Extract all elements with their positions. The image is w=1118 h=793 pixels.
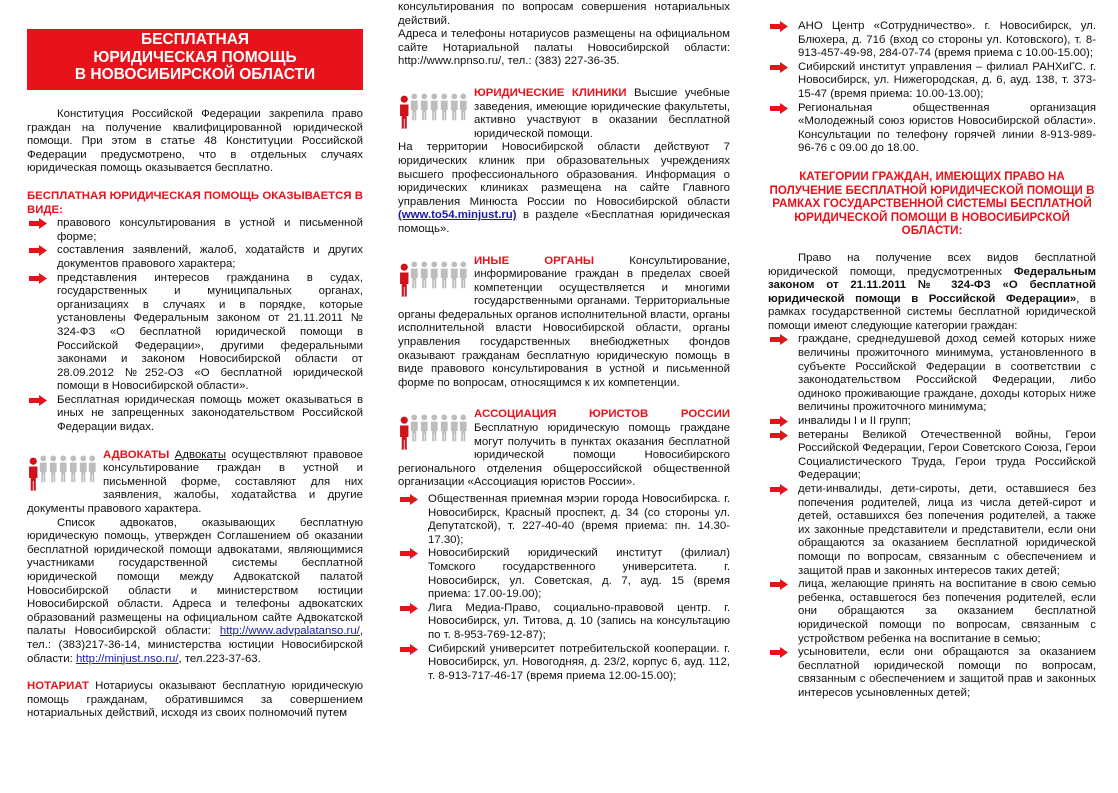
list-item: Региональная общественная организация «Молодежный союз юристов Новосибирской области». Консультации по телефону горячей линии 8-913-989-96-76 с 09.00 до 18.00. — [768, 102, 1096, 156]
notary-section — [27, 680, 363, 721]
clinics-section — [398, 87, 730, 237]
association-text: Бесплатную юридическую помощь граждане могут получить в пунктах оказания бесплатной юридической помощи Новосибирского регионального отделения общероссийской общественной организации «Ассоциация юристов России». — [398, 422, 730, 489]
lawyers-text: осуществляют правовое консультирование граждан в устной и письменной форме, составляют для них заявления, жалобы, ходатайства и другие документы правового характера. — [27, 448, 363, 516]
list-item: дети-инвалиды, дети-сироты, дети, оставшиеся без попечения родителей, лица из числа детей-сирот и детей, оставшихся без попечения родителей, а также их законные представители и представители, если они обращаются за оказанием бесплатной юридической помощи по вопросам, связанным с обеспечением и защитой прав и законных интересов таких детей; — [768, 483, 1096, 578]
arrow-bullet-icon — [770, 579, 788, 590]
other-title: ИНЫЕ ОРГАНЫ — [474, 254, 595, 267]
categories-list — [768, 333, 1096, 700]
lawyers-section — [27, 449, 363, 667]
banner-line-3: В НОВОСИБИРСКОЙ ОБЛАСТИ — [74, 66, 316, 83]
arrow-bullet-icon — [770, 103, 788, 114]
list-item: Новосибирский юридический институт (филиал) Томского государственного университета. г. Новосибирск, ул. Советская, д. 7, ауд. 15 (время приема: 17.00-19.00); — [398, 547, 730, 601]
people-icon — [398, 410, 468, 452]
other-bodies-section — [398, 255, 730, 391]
arrow-bullet-icon — [400, 494, 418, 505]
arrow-bullet-icon — [770, 430, 788, 441]
other-text: Консультирование, информирование граждан в пределах своей компетенции осуществляется и многими государственными органами. Территориальные органы федеральных органов исполнительной власти, органы исполнительной власти Новосибирской области, органы управления государственных внебюджетных фондов оказывают гражданам бесплатную юридическую помощь в виде правового консультирования в устной и письменной форме по вопросам, относящимся к их компетенции. — [398, 254, 730, 389]
notary-title: НОТАРИАТ — [27, 680, 89, 693]
list-item: Сибирский университет потребительской кооперации. г. Новосибирск, ул. Новогодняя, д. 23/2, корпус 6, ауд. 112, т. 8-913-717-46-17 (время приема 12.00-15.00); — [398, 643, 730, 684]
law-reference: Федеральным законом от 21.11.2011 № 324-ФЗ «О бесплатной юридической помощи в Российской Федерации» — [768, 265, 1096, 305]
arrow-bullet-icon — [400, 644, 418, 655]
association-section — [398, 408, 730, 490]
arrow-bullet-icon — [770, 484, 788, 495]
arrow-bullet-icon — [29, 395, 47, 406]
to54-link[interactable]: (www.to54.minjust.ru) — [398, 209, 517, 222]
list-item: представления интересов гражданина в судах, государственных и муниципальных органах, организациях в случаях и в порядке, которые установлены Федеральным законом от 21.11.2011 № 324-ФЗ «О бесплатной юридической помощи в Российской Федерации», другими федеральными законами и законом Новосибирской области от 28.09.2012 №252-ОЗ «О бесплатной юридической помощи в Новосибирской области». — [27, 272, 363, 394]
arrow-bullet-icon — [400, 548, 418, 559]
association-title: АССОЦИАЦИЯ ЮРИСТОВ РОССИИ — [474, 408, 730, 421]
arrow-bullet-icon — [770, 647, 788, 658]
banner-line-2: ЮРИДИЧЕСКАЯ ПОМОЩЬ — [93, 48, 297, 66]
list-item: правового консультирования в устной и письменной форме; — [27, 217, 363, 244]
arrow-bullet-icon — [29, 218, 47, 229]
list-item: усыновители, если они обращаются за оказанием бесплатной юридической помощи по вопросам, связанным с обеспечением и защитой прав и законных интересов усыновленных детей; — [768, 646, 1096, 700]
column-left — [27, 0, 363, 793]
arrow-bullet-icon — [770, 62, 788, 73]
arrow-bullet-icon — [770, 21, 788, 32]
list-item: ветераны Великой Отечественной войны, Герои Российской Федерации, Герои Советского Союза, Герои Социалистического Труда, Герои труда Российской Федерации; — [768, 429, 1096, 483]
column-right — [768, 0, 1096, 793]
lawyers-list-text: Список адвокатов, оказывающих бесплатную юридическую помощь, утвержден Соглашением об оказании бесплатной юридической помощи адвокатами, являющимися участниками государственной системы бесплатной юридической помощи между Адвокатской палатой Новосибирской области и министерством юстиции Новосибирской области. Адреса и телефоны адвокатских образований размещены на официальном сайте Адвокатской палаты Новосибирской области: — [27, 516, 363, 638]
list-item: Общественная приемная мэрии города Новосибирска. г. Новосибирск, Красный проспект, д. 34 (со стороны ул. Депутатской), т. 227-40-40 (время приема: пн. 14.30-17.30); — [398, 493, 730, 547]
people-icon — [398, 89, 468, 131]
arrow-bullet-icon — [400, 603, 418, 614]
lawyers-phone-1: , тел.: (383)217-36-14, министерства юстиции Новосибирской области: — [27, 625, 363, 665]
arrow-bullet-icon — [29, 245, 47, 256]
points-list-continued — [768, 20, 1096, 156]
advpalata-link[interactable]: http://www.advpalatanso.ru/ — [219, 625, 360, 638]
list-item: Бесплатная юридическая помощь может оказываться в иных не запрещенных законодательством Российской Федерации видах. — [27, 394, 363, 435]
list-item: АНО Центр «Сотрудничество». г. Новосибирск, ул. Блюхера, д. 71б (вход со стороны ул. Котовского), т. 8-913-457-49-98, 284-07-74 (время приема с 10.00-15.00); — [768, 20, 1096, 61]
forms-list — [27, 217, 363, 435]
list-item: лица, желающие принять на воспитание в свою семью ребенка, оставшегося без попечения родителей, если они обращаются за оказанием бесплатной юридической помощи по вопросам, связанным с устройством ребенка на воспитание в семью; — [768, 578, 1096, 646]
arrow-bullet-icon — [770, 416, 788, 427]
column-middle — [398, 0, 730, 793]
list-item: Сибирский институт управления – филиал РАНХиГС. г. Новосибирск, ул. Нижегородская, д. 6, ауд. 138, т. 373-15-47 (время приема: 10.00-13.00); — [768, 61, 1096, 102]
clinics-text: Высшие учебные заведения, имеющие юридические факультеты, активно участвуют в оказании бесплатной юридической помощи. — [474, 86, 730, 140]
points-list — [398, 493, 730, 683]
notary-text: Нотариусы оказывают бесплатную юридическую помощь гражданам, обратившимся за совершением нотариальных действий, исходя из своих полномочий путем — [27, 680, 363, 720]
lawyers-lead: Адвокаты — [174, 448, 227, 461]
categories-heading: КАТЕГОРИИ ГРАЖДАН, ИМЕЮЩИХ ПРАВО НА ПОЛУЧЕНИЕ БЕСПЛАТНОЙ ЮРИДИЧЕСКОЙ ПОМОЩИ В РАМКАХ ГОСУДАРСТВЕННОЙ СИСТЕМЫ БЕСПЛАТНОЙ ЮРИДИЧЕСКОЙ ПОМОЩИ В НОВОСИБИРСКОЙ ОБЛАСТИ: — [769, 169, 1095, 238]
arrow-bullet-icon — [29, 273, 47, 284]
list-item: граждане, среднедушевой доход семей которых ниже величины прожиточного минимума, установленного в субъекте Российской Федерации в соответствии с законодательством Российской Федерации, либо одиноко проживающие граждане, доходы которых ниже величины прожиточного минимума; — [768, 333, 1096, 415]
notary-continued: консультирования по вопросам совершения нотариальных действий. — [398, 1, 730, 27]
notary-address: Адреса и телефоны нотариусов размещены на официальном сайте Нотариальной палаты Новосибирской области: http://www.npnso.ru/, тел.: (383) 227-36-35. — [398, 28, 730, 68]
minjust-link[interactable]: http://minjust.nso.ru/ — [75, 652, 179, 665]
people-icon — [398, 257, 468, 299]
people-icon — [27, 451, 97, 493]
banner-line-1: БЕСПЛАТНАЯ — [140, 31, 250, 48]
categories-intro: Право на получение всех видов бесплатной юридической помощи, предусмотренных Федеральным законом от 21.11.2011 № 324-ФЗ «О бесплатной юридической помощи в Российской Федерации», в рамках государственной системы бесплатной юридической помощи имеют следующие категории граждан: — [768, 251, 1096, 332]
lawyers-phone-2: , тел.223-37-63. — [178, 652, 261, 665]
lawyers-title: АДВОКАТЫ — [103, 448, 170, 461]
title-banner — [27, 29, 363, 90]
list-item: составления заявлений, жалоб, ходатайств и других документов правового характера; — [27, 244, 363, 271]
clinics-tail: в разделе «Бесплатная юридическая помощь». — [398, 209, 730, 235]
intro-paragraph: Конституция Российской Федерации закрепила право граждан на получение квалифицированной юридической помощи. При этом в статье 48 Конституции Российской Федерации предусмотрено, что в отдельных случаях юридическая помощь оказывается бесплатно. — [27, 108, 363, 175]
forms-heading: БЕСПЛАТНАЯ ЮРИДИЧЕСКАЯ ПОМОЩЬ ОКАЗЫВАЕТСЯ В ВИДЕ: — [27, 189, 363, 216]
list-item: Лига Медиа-Право, социально-правовой центр. г. Новосибирск, ул. Титова, д. 10 (запись на консультацию по т. 8-953-769-12-87); — [398, 602, 730, 643]
list-item: инвалиды I и II групп; — [768, 415, 1096, 429]
clinics-title: ЮРИДИЧЕСКИЕ КЛИНИКИ — [474, 86, 627, 99]
clinics-more: На территории Новосибирской области действуют 7 юридических клиник при образовательных учреждениях высшего профессионального образования. Информация о юридических клиниках размещена на сайте Главного управления Минюста России по Новосибирской области — [398, 141, 730, 208]
arrow-bullet-icon — [770, 334, 788, 345]
